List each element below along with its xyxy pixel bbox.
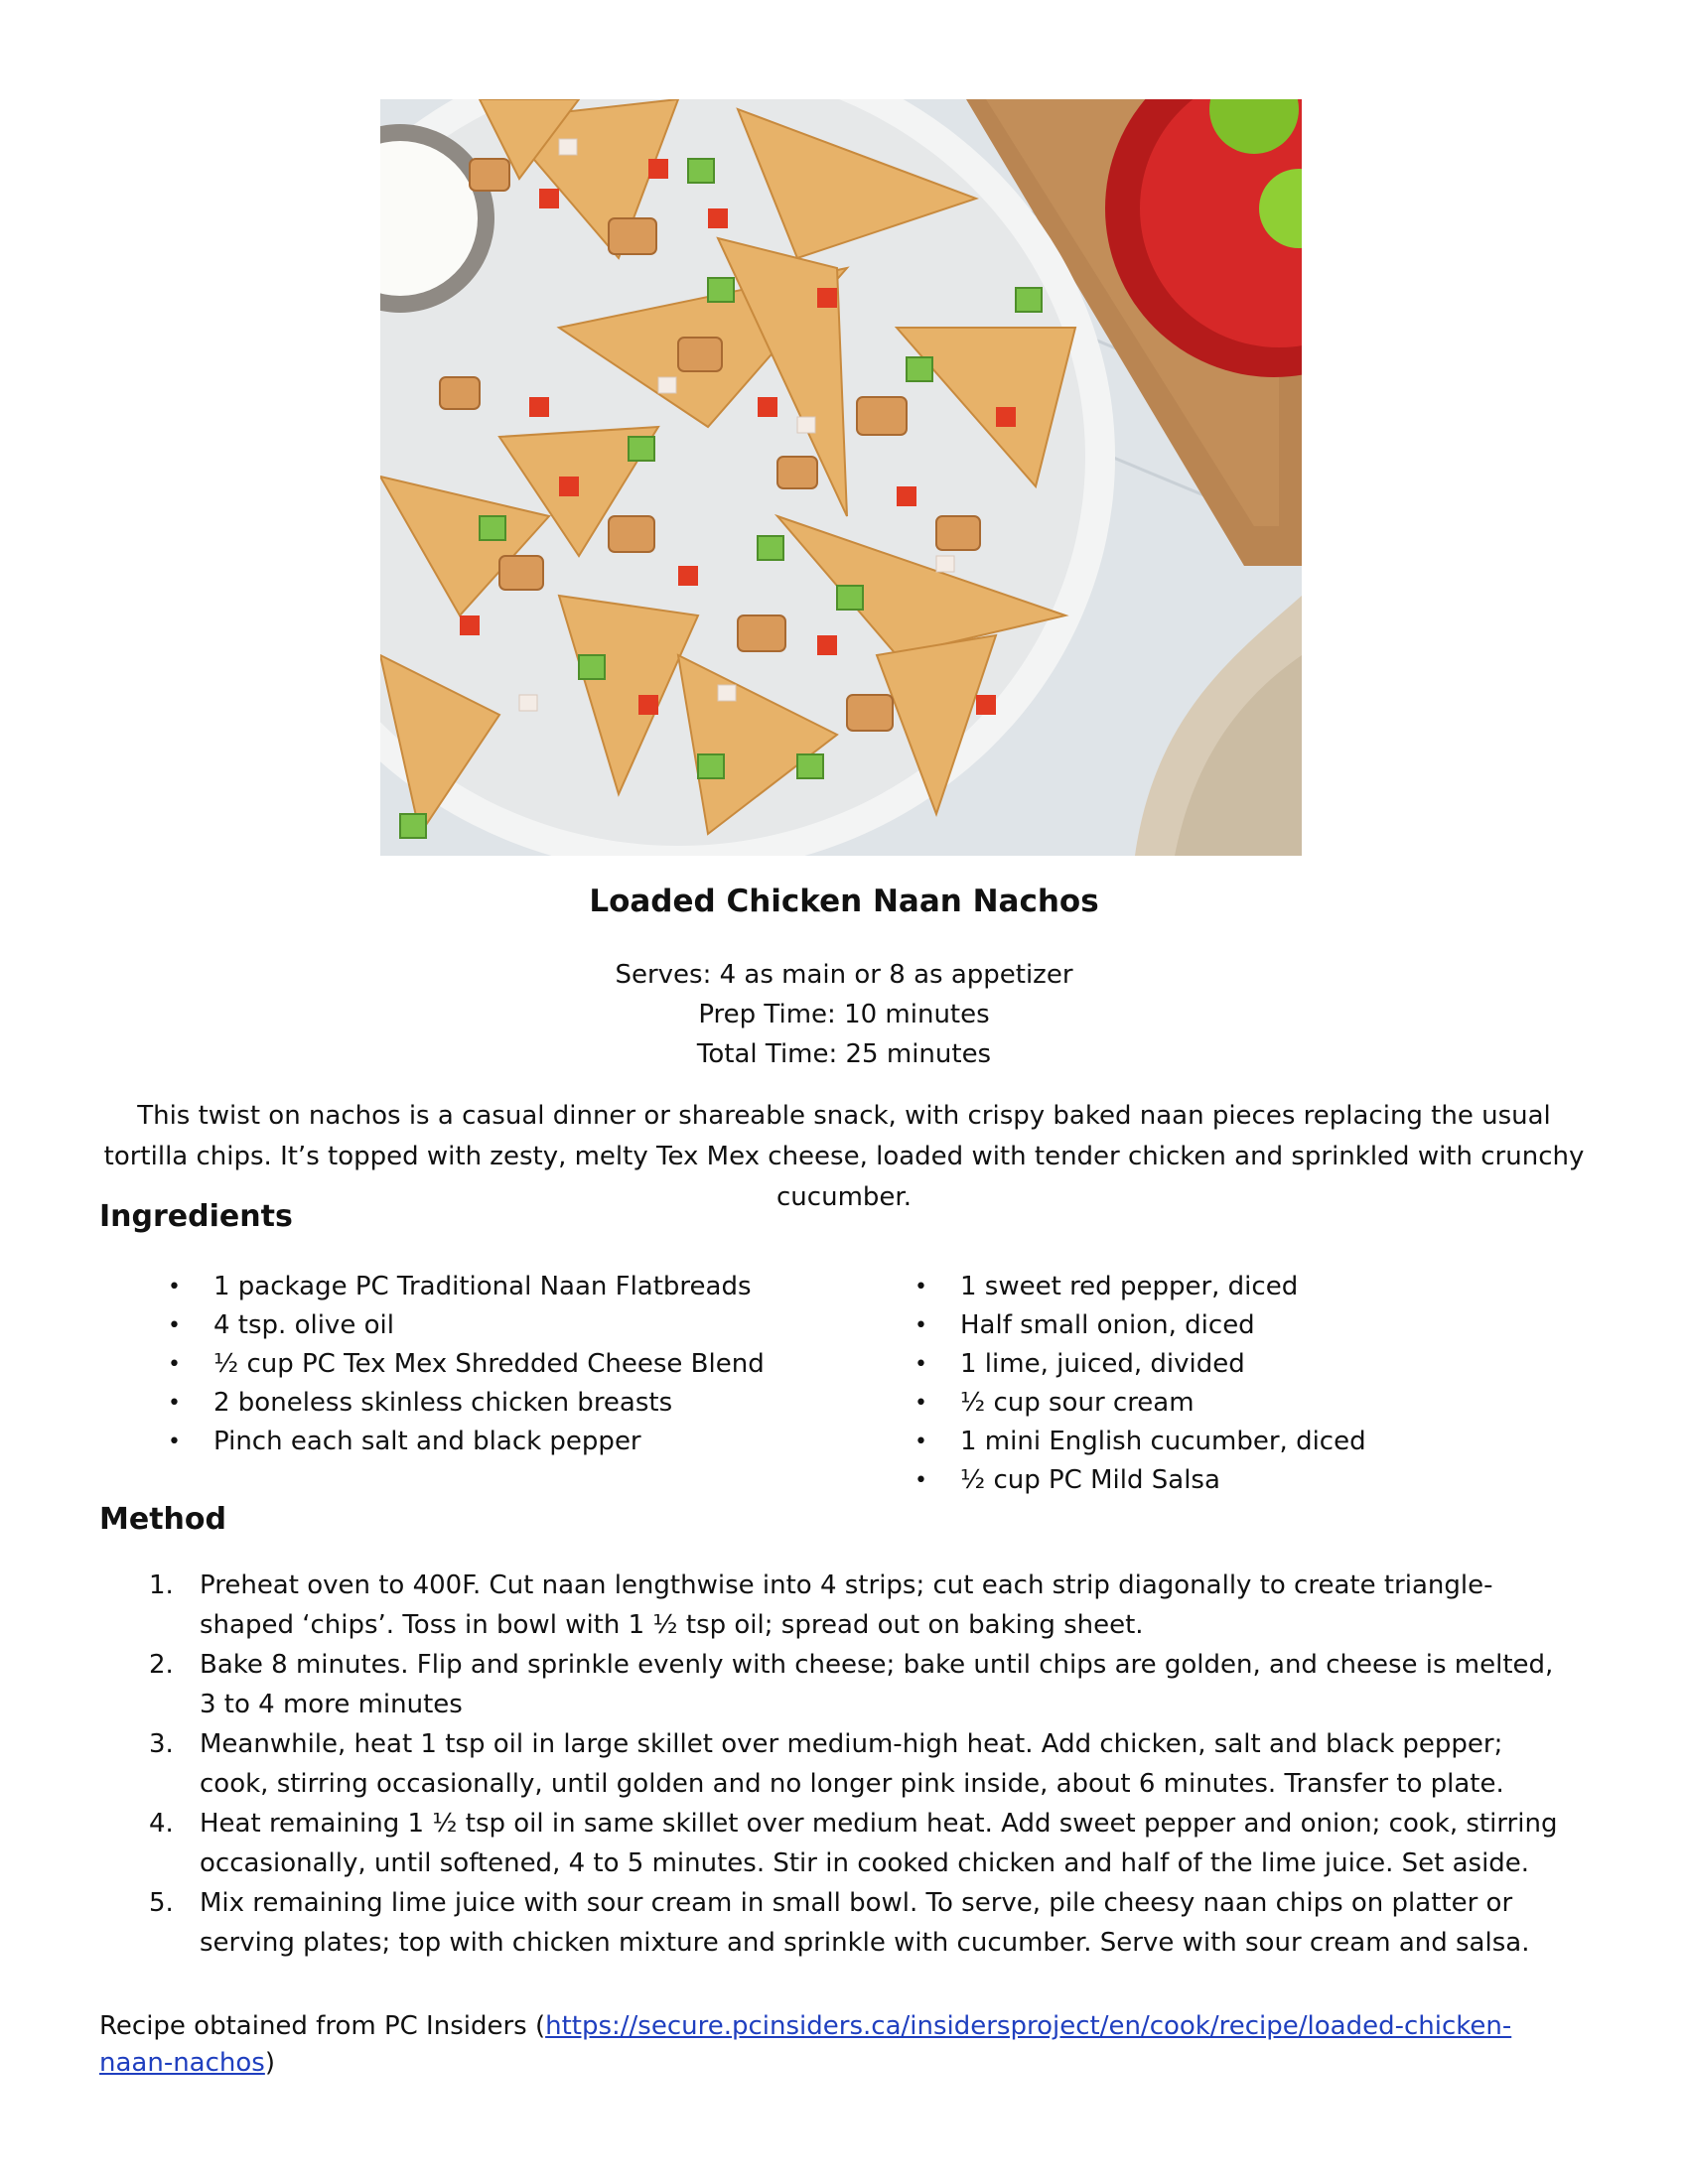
step-number: 3.: [149, 1729, 174, 1759]
recipe-source: [99, 2008, 1569, 2082]
ingredients-list-left: [168, 1268, 765, 1461]
prep-time-text: Prep Time: 10 minutes: [698, 1000, 990, 1029]
recipe-intro: This twist on nachos is a casual dinner or shareable snack, with crispy baked naan pieces replacing the usual tortilla chips. It’s topped with zesty, melty Tex Mex cheese, loaded with tender chicken and sprinkled with crunchy cucumber.: [103, 1101, 1585, 1212]
ingredients-list-right: [914, 1268, 1366, 1500]
ingredients-heading: Ingredients: [99, 1199, 293, 1234]
source-link[interactable]: https://secure.pcinsiders.ca/insidersproject/en/cook/recipe/loaded-chicken-naan-nachos: [99, 2011, 1512, 2078]
method-step: [99, 1645, 1569, 1724]
recipe-photo: [380, 99, 1302, 856]
step-number: 2.: [149, 1650, 174, 1680]
list-item: • 1 mini English cucumber, diced: [960, 1423, 1366, 1461]
bullet-icon: •: [914, 1468, 927, 1493]
bullet-icon: •: [914, 1352, 927, 1377]
list-item: • Half small onion, diced: [960, 1306, 1366, 1345]
bullet-icon: •: [168, 1313, 181, 1338]
step-number: 4.: [149, 1809, 174, 1839]
step-number: 1.: [149, 1570, 174, 1600]
method-heading: Method: [99, 1502, 226, 1537]
serves-text: Serves: 4 as main or 8 as appetizer: [615, 960, 1073, 990]
step-text: Meanwhile, heat 1 tsp oil in large skillet over medium-high heat. Add chicken, salt and black pepper; cook, stirring occasionally, until golden and no longer pink inside, about 6 minutes. Transfer to plate.: [200, 1729, 1504, 1799]
list-item: • ½ cup PC Mild Salsa: [960, 1461, 1366, 1500]
step-text: Mix remaining lime juice with sour cream in small bowl. To serve, pile cheesy naan chips on platter or serving plates; top with chicken mixture and sprinkle with cucumber. Serve with sour cream and salsa.: [200, 1888, 1530, 1958]
bullet-icon: •: [914, 1391, 927, 1416]
bullet-icon: •: [914, 1430, 927, 1454]
total-time-text: Total Time: 25 minutes: [696, 1039, 992, 1069]
bullet-icon: •: [168, 1275, 181, 1299]
bullet-icon: •: [168, 1430, 181, 1454]
method-step: [99, 1804, 1569, 1883]
bullet-icon: •: [914, 1313, 927, 1338]
method-step: [99, 1883, 1569, 1963]
step-text: Bake 8 minutes. Flip and sprinkle evenly with cheese; bake until chips are golden, and cheese is melted, 3 to 4 more minutes: [200, 1650, 1554, 1719]
list-item: • 1 package PC Traditional Naan Flatbreads: [213, 1268, 765, 1306]
nachos-illustration: [380, 99, 1302, 856]
list-item: • 1 sweet red pepper, diced: [960, 1268, 1366, 1306]
step-number: 5.: [149, 1888, 174, 1918]
list-item: • ½ cup PC Tex Mex Shredded Cheese Blend: [213, 1345, 765, 1384]
source-suffix: ): [264, 2048, 275, 2078]
list-item: • ½ cup sour cream: [960, 1384, 1366, 1423]
list-item: • 1 lime, juiced, divided: [960, 1345, 1366, 1384]
recipe-title: Loaded Chicken Naan Nachos: [589, 884, 1099, 919]
bullet-icon: •: [914, 1275, 927, 1299]
list-item: • 2 boneless skinless chicken breasts: [213, 1384, 765, 1423]
method-step: [99, 1724, 1569, 1804]
list-item: • 4 tsp. olive oil: [213, 1306, 765, 1345]
list-item: • Pinch each salt and black pepper: [213, 1423, 765, 1461]
method-steps: [99, 1566, 1569, 1963]
source-prefix: Recipe obtained from PC Insiders (: [99, 2011, 546, 2041]
bullet-icon: •: [168, 1391, 181, 1416]
step-text: Heat remaining 1 ½ tsp oil in same skillet over medium heat. Add sweet pepper and onion; cook, stirring occasionally, until softened, 4 to 5 minutes. Stir in cooked chicken and half of the lime juice. Set aside.: [200, 1809, 1558, 1878]
recipe-meta: [0, 955, 1688, 1074]
step-text: Preheat oven to 400F. Cut naan lengthwise into 4 strips; cut each strip diagonally to create triangle-shaped ‘chips’. Toss in bowl with 1 ½ tsp oil; spread out on baking sheet.: [200, 1570, 1493, 1640]
bullet-icon: •: [168, 1352, 181, 1377]
method-step: [99, 1566, 1569, 1645]
